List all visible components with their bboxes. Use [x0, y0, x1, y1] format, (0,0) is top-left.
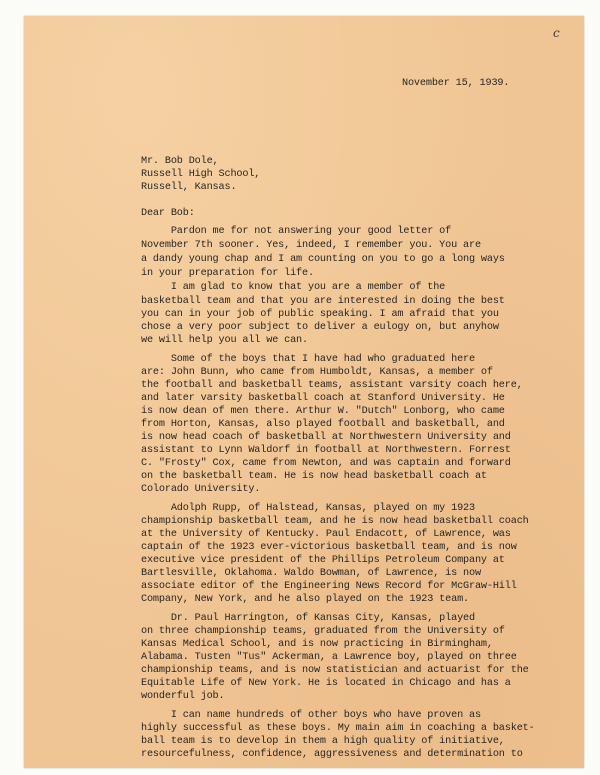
paragraph-5-line: wonderful job. [141, 691, 225, 702]
paragraph-4-line: Adolph Rupp, of Halstead, Kansas, played on my 1923 [141, 503, 475, 514]
paragraph-4-line: Bartlesville, Oklahoma. Waldo Bowman, of Lawrence, is now [141, 568, 481, 579]
paragraph-4-line: captain of the 1923 ever-victorious basketball team, and is now [141, 542, 517, 553]
paragraph-3-line: and later varsity basketball coach at Stanford University. He [141, 393, 505, 404]
paragraph-3-line: assistant to Lynn Waldorf in football at Northwestern. Forrest [141, 445, 511, 456]
paragraph-2-line: basketball team and that you are interested in doing the best [141, 296, 505, 307]
paragraph-3-line: are: John Bunn, who came from Humboldt, Kansas, a member of [141, 367, 493, 378]
paragraph-3-line: is now dean of men there. Arthur W. "Dutch" Lonborg, who came [141, 406, 505, 417]
paragraph-3-line: the football and basketball teams, assistant varsity coach here, [141, 380, 523, 391]
paragraph-4-line: associate editor of the Engineering News Record for McGraw-Hill [141, 581, 517, 592]
paragraph-4-line: at the University of Kentucky. Paul Endacott, of Lawrence, was [141, 529, 511, 540]
paragraph-3-line: Some of the boys that I have had who graduated here [141, 354, 475, 365]
paragraph-4-line: championship basketball team, and he is now head basketball coach [141, 516, 529, 527]
paragraph-6-line: highly successful as these boys. My main aim in coaching a basket- [141, 723, 535, 734]
paragraph-6-line: I can name hundreds of other boys who have proven as [141, 710, 481, 721]
paragraph-5-line: championship teams, and is now statistician and actuarist for the [141, 665, 529, 676]
paragraph-2-line: I am glad to know that you are a member of the [141, 282, 446, 293]
paragraph-6-line: resourcefulness, confidence, aggressiveness and determination to [141, 749, 523, 760]
letter-date: November 15, 1939. [402, 78, 510, 89]
paragraph-1-line: in your preparation for life. [141, 268, 314, 279]
paragraph-3-line: Colorado University. [141, 484, 261, 495]
paragraph-6-line: ball team is to develop in them a high quality of initiative, [141, 736, 505, 747]
paragraph-3-line: on the basketball team. He is now head basketball coach at [141, 471, 487, 482]
paragraph-3-line: from Horton, Kansas, also played football and basketball, and [141, 419, 505, 430]
paragraph-1-line: November 7th sooner. Yes, indeed, I remember you. You are [141, 240, 481, 251]
paragraph-2-line: you can in your job of public speaking. I am afraid that you [141, 309, 499, 320]
address-line-3: Russell, Kansas. [141, 182, 237, 193]
salutation: Dear Bob: [141, 208, 195, 219]
paragraph-5-line: Equitable Life of New York. He is located in Chicago and has a [141, 678, 511, 689]
paragraph-4-line: Company, New York, and he also played on the 1923 team. [141, 594, 469, 605]
paragraph-2-line: we will help you all we can. [141, 335, 308, 346]
paragraph-1-line: a dandy young chap and I am counting on you to go a long ways [141, 254, 505, 265]
paragraph-3-line: C. "Frosty" Cox, came from Newton, and was captain and forward [141, 458, 511, 469]
paragraph-5-line: Alabama. Tusten "Tus" Ackerman, a Lawrence boy, played on three [141, 652, 517, 663]
paragraph-1-line: Pardon me for not answering your good letter of [141, 226, 452, 237]
address-line-1: Mr. Bob Dole, [141, 156, 219, 167]
paragraph-3-line: is now head coach of basketball at Northwestern University and [141, 432, 511, 443]
paragraph-5-line: Kansas Medical School, and is now practicing in Birmingham, [141, 639, 493, 650]
paragraph-4-line: executive vice president of the Phillips Petroleum Company at [141, 555, 505, 566]
paragraph-5-line: Dr. Paul Harrington, of Kansas City, Kansas, played [141, 613, 475, 624]
address-line-2: Russell High School, [141, 169, 261, 180]
corner-mark: c [553, 26, 560, 40]
paragraph-5-line: on three championship teams, graduated from the University of [141, 626, 505, 637]
paragraph-2-line: chose a very poor subject to deliver a eulogy on, but anyhow [141, 322, 499, 333]
